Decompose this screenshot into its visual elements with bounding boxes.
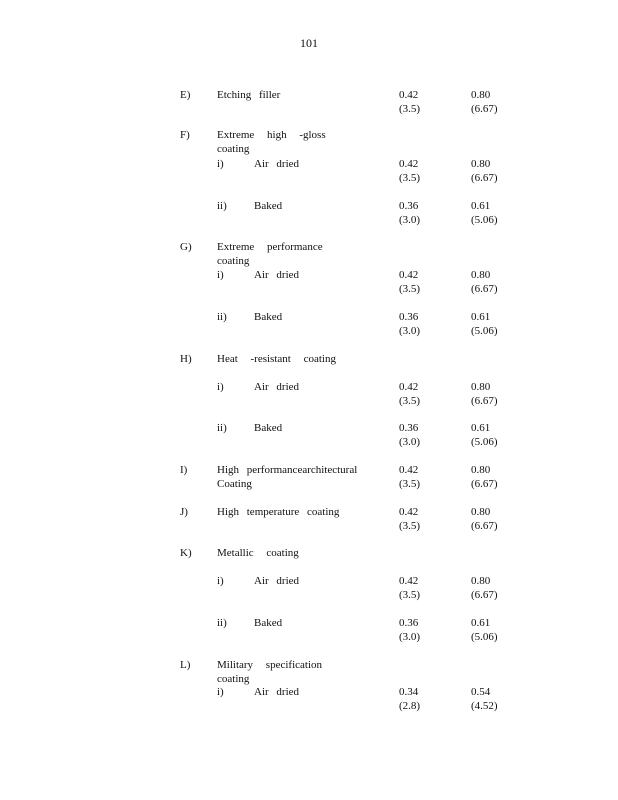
unit-secondary: (5.06)	[471, 436, 498, 448]
unit-primary: (3.5)	[399, 520, 421, 532]
value-secondary: 0.80	[471, 158, 491, 170]
unit-secondary: (5.06)	[471, 214, 498, 226]
value-primary: 0.36	[399, 422, 419, 434]
unit-secondary: (5.06)	[471, 325, 498, 337]
unit-secondary: (6.67)	[471, 283, 498, 295]
value-secondary: 0.54	[471, 686, 491, 698]
entry-letter: L)	[180, 659, 191, 671]
sub-item-number: i)	[217, 158, 224, 170]
unit-primary: (3.5)	[399, 103, 421, 115]
unit-secondary: (6.67)	[471, 103, 498, 115]
sub-item-number: ii)	[217, 200, 227, 212]
unit-primary: (3.5)	[399, 395, 421, 407]
entry-title-continued: Coating	[217, 478, 252, 490]
unit-primary: (3.0)	[399, 436, 421, 448]
value-secondary: 0.80	[471, 269, 491, 281]
unit-secondary: (6.67)	[471, 520, 498, 532]
unit-primary: (3.0)	[399, 325, 421, 337]
value-secondary: 0.61	[471, 311, 491, 323]
entry-letter: J)	[180, 506, 188, 518]
sub-item-label: Air dried	[254, 269, 300, 281]
entry-letter: G)	[180, 241, 192, 253]
unit-primary: (3.0)	[399, 214, 421, 226]
unit-secondary: (6.67)	[471, 478, 498, 490]
unit-primary: (3.5)	[399, 478, 421, 490]
value-primary: 0.36	[399, 617, 419, 629]
entry-title: Extreme performance coating	[217, 241, 323, 267]
value-secondary: 0.80	[471, 89, 491, 101]
sub-item-number: i)	[217, 269, 224, 281]
value-primary: 0.42	[399, 506, 419, 518]
unit-secondary: (4.52)	[471, 700, 498, 712]
value-primary: 0.42	[399, 381, 419, 393]
entry-letter: K)	[180, 547, 192, 559]
page-number: 101	[300, 36, 318, 50]
sub-item-number: i)	[217, 686, 224, 698]
value-secondary: 0.80	[471, 575, 491, 587]
entry-title: Etching filler	[217, 89, 281, 101]
value-secondary: 0.61	[471, 422, 491, 434]
value-secondary: 0.80	[471, 506, 491, 518]
entry-letter: H)	[180, 353, 192, 365]
value-primary: 0.42	[399, 464, 419, 476]
sub-item-label: Air dried	[254, 575, 300, 587]
value-primary: 0.36	[399, 311, 419, 323]
sub-item-number: ii)	[217, 422, 227, 434]
entry-letter: F)	[180, 129, 190, 141]
entry-letter: I)	[180, 464, 188, 476]
value-primary: 0.36	[399, 200, 419, 212]
sub-item-number: ii)	[217, 617, 227, 629]
sub-item-label: Air dried	[254, 686, 300, 698]
entry-title: High performancearchitectural	[217, 464, 358, 476]
value-secondary: 0.80	[471, 464, 491, 476]
sub-item-number: i)	[217, 381, 224, 393]
unit-primary: (3.5)	[399, 589, 421, 601]
unit-primary: (3.5)	[399, 283, 421, 295]
sub-item-label: Baked	[254, 617, 283, 629]
unit-secondary: (6.67)	[471, 395, 498, 407]
value-secondary: 0.80	[471, 381, 491, 393]
unit-secondary: (6.67)	[471, 172, 498, 184]
sub-item-label: Air dried	[254, 158, 300, 170]
entry-title: Extreme high -gloss coating	[217, 129, 326, 155]
unit-primary: (3.5)	[399, 172, 421, 184]
sub-item-label: Baked	[254, 422, 283, 434]
value-primary: 0.42	[399, 269, 419, 281]
value-primary: 0.34	[399, 686, 419, 698]
sub-item-label: Baked	[254, 311, 283, 323]
sub-item-label: Baked	[254, 200, 283, 212]
entry-title: Military specification coating	[217, 659, 322, 685]
unit-secondary: (6.67)	[471, 589, 498, 601]
unit-primary: (3.0)	[399, 631, 421, 643]
entry-title: Heat -resistant coating	[217, 353, 336, 365]
entry-title: High temperature coating	[217, 506, 340, 518]
unit-primary: (2.8)	[399, 700, 421, 712]
sub-item-number: ii)	[217, 311, 227, 323]
entry-title: Metallic coating	[217, 547, 299, 559]
unit-secondary: (5.06)	[471, 631, 498, 643]
value-secondary: 0.61	[471, 617, 491, 629]
sub-item-number: i)	[217, 575, 224, 587]
entry-letter: E)	[180, 89, 191, 101]
value-primary: 0.42	[399, 158, 419, 170]
value-primary: 0.42	[399, 575, 419, 587]
value-secondary: 0.61	[471, 200, 491, 212]
sub-item-label: Air dried	[254, 381, 300, 393]
value-primary: 0.42	[399, 89, 419, 101]
